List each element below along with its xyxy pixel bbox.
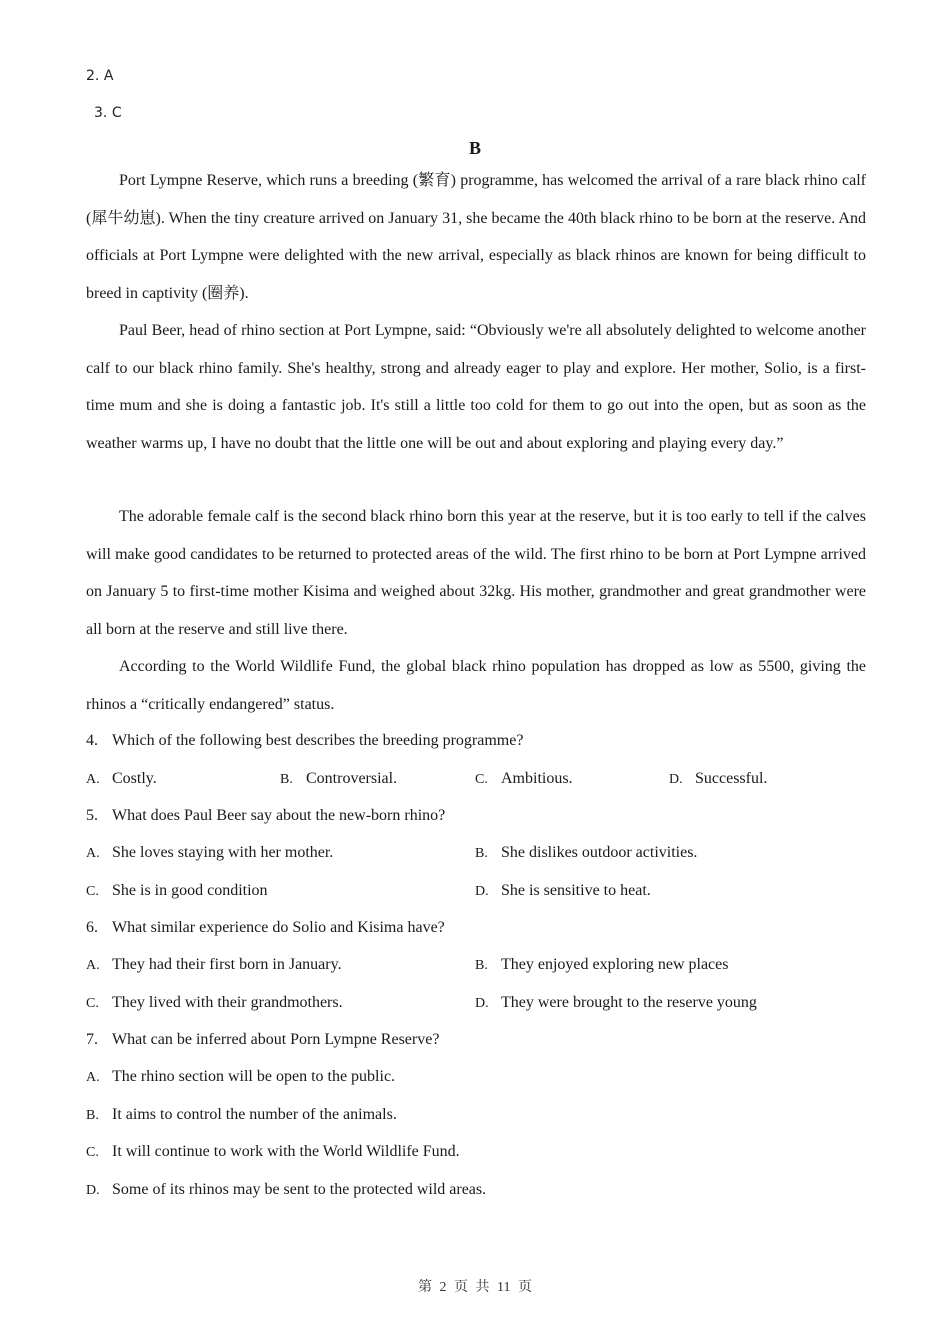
question-5 [86,807,445,825]
option-text: They were brought to the reserve young [501,994,757,1011]
question-number: 5. [86,807,98,824]
option-text: Costly. [112,770,157,787]
answer-number: 2. [86,68,100,84]
option-7c[interactable] [86,1143,460,1161]
answer-choice: A [103,68,114,84]
option-6b[interactable] [475,956,728,974]
question-4 [86,732,523,750]
option-text: Successful. [695,770,768,787]
option-4a[interactable] [86,770,157,788]
footer-prefix: 第 [418,1280,432,1295]
answer-choice: C [111,105,122,121]
option-5d[interactable] [475,882,651,900]
passage-paragraph-1: Port Lympne Reserve, which runs a breeding (繁育) programme, has welcomed the arrival of a rare black rhino calf (犀牛幼崽). When the tiny creature arrived on January 31, she became the 40th black rhino to be born at the reserve. And officials at Port Lympne were delighted with the new arrival, especially as black rhinos are known for being difficult to breed in captivity (圈养). [86,172,866,302]
option-text: Controversial. [306,770,398,787]
option-7d[interactable] [86,1181,486,1199]
option-letter: D. [475,884,489,899]
option-text: They lived with their grandmothers. [112,994,343,1011]
option-letter: C. [475,772,488,787]
option-letter: C. [86,1145,99,1160]
question-7 [86,1031,439,1049]
footer-page-number: 2 [439,1280,447,1295]
option-letter: C. [86,884,99,899]
question-text: Which of the following best describes the breeding programme? [112,732,524,749]
option-letter: A. [86,772,100,787]
page-footer [0,1276,950,1296]
option-letter: B. [280,772,293,787]
option-4d[interactable] [669,770,767,788]
option-text: Ambitious. [501,770,573,787]
option-text: Some of its rhinos may be sent to the protected wild areas. [112,1181,487,1198]
option-text: They enjoyed exploring new places [501,956,729,973]
option-text: She dislikes outdoor activities. [501,844,698,861]
option-6c[interactable] [86,994,343,1012]
option-5c[interactable] [86,882,268,900]
answer-line-2 [86,68,113,84]
option-6d[interactable] [475,994,757,1012]
option-letter: D. [669,772,683,787]
option-letter: C. [86,996,99,1011]
question-6 [86,919,445,937]
option-letter: A. [86,846,100,861]
option-7b[interactable] [86,1106,397,1124]
option-letter: B. [475,846,488,861]
option-4c[interactable] [475,770,573,788]
option-letter: D. [86,1183,100,1198]
option-text: The rhino section will be open to the public. [112,1068,396,1085]
option-letter: D. [475,996,489,1011]
passage-paragraph-4: According to the World Wildlife Fund, the global black rhino population has dropped as low as 5500, giving the rhinos a “critically endangered” status. [86,658,866,713]
footer-total-pages: 11 [497,1280,511,1295]
question-number: 4. [86,732,98,749]
question-number: 7. [86,1031,98,1048]
option-text: She is sensitive to heat. [501,882,651,899]
option-letter: A. [86,958,100,973]
option-4b[interactable] [280,770,397,788]
option-text: It will continue to work with the World Wildlife Fund. [112,1143,460,1160]
footer-middle: 页 共 [454,1280,490,1295]
passage-paragraph-3: The adorable female calf is the second black rhino born this year at the reserve, but it is too early to tell if the calves will make good candidates to be returned to protected areas of the wild. The first rhino to be born at Port Lympne arrived on January 5 to first-time mother Kisima and weighed about 32kg. His mother, grandmother and great grandmother were all born at the reserve and still live there. [86,508,866,638]
section-heading: B [468,138,481,158]
question-text: What does Paul Beer say about the new-born rhino? [112,807,446,824]
option-5b[interactable] [475,844,697,862]
option-text: She is in good condition [112,882,268,899]
option-text: It aims to control the number of the animals. [112,1106,397,1123]
question-text: What similar experience do Solio and Kisima have? [112,919,445,936]
answer-line-3 [94,105,122,121]
option-letter: B. [86,1108,99,1123]
passage-paragraph-2: Paul Beer, head of rhino section at Port Lympne, said: “Obviously we're all absolutely delighted to welcome another calf to our black rhino family. She's healthy, strong and already eager to play and explore. Her mother, Solio, is a first-time mum and she is doing a fantastic job. It's still a little too cold for them to go out into the open, but as soon as the weather warms up, I have no doubt that the little one will be out and about exploring and playing every day.” [86,322,866,452]
option-5a[interactable] [86,844,333,862]
answer-number: 3. [94,105,108,121]
option-7a[interactable] [86,1068,395,1086]
question-number: 6. [86,919,98,936]
option-text: They had their first born in January. [112,956,342,973]
option-6a[interactable] [86,956,342,974]
question-text: What can be inferred about Porn Lympne Reserve? [112,1031,440,1048]
option-letter: B. [475,958,488,973]
option-text: She loves staying with her mother. [112,844,334,861]
footer-suffix: 页 [517,1280,532,1295]
option-letter: A. [86,1070,100,1085]
